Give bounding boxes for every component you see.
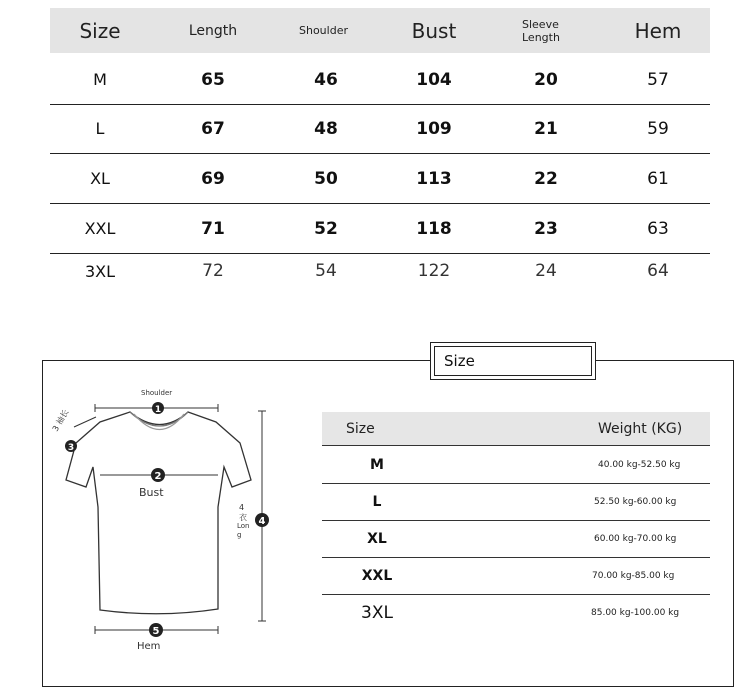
- weight-size: M: [370, 456, 384, 473]
- section-tab: [430, 342, 596, 380]
- cell-size: L: [95, 119, 105, 138]
- cell-length: 65: [201, 69, 225, 90]
- cell-sleeve: 22: [534, 168, 558, 189]
- header-sleeve-length: Sleeve Length: [522, 17, 560, 44]
- cell-length: 71: [201, 218, 225, 239]
- shoulder-label: Shoulder: [141, 389, 173, 397]
- weight-value: 70.00 kg-85.00 kg: [592, 570, 675, 581]
- cell-hem: 64: [647, 261, 669, 281]
- cell-length: 69: [201, 168, 225, 189]
- cell-length: 72: [202, 261, 224, 281]
- weight-header-weight: Weight (KG): [598, 420, 683, 437]
- cell-hem: 59: [647, 118, 669, 139]
- cell-hem: 61: [647, 168, 669, 189]
- section-tab-label: Size: [434, 346, 592, 376]
- table-row: [322, 446, 710, 484]
- table-row: [50, 104, 710, 154]
- cell-bust: 118: [416, 218, 452, 239]
- table-row: [322, 594, 710, 631]
- cell-sleeve: 24: [535, 261, 557, 281]
- weight-value: 85.00 kg-100.00 kg: [591, 607, 680, 618]
- cell-size: XL: [90, 169, 110, 188]
- table-row: [322, 483, 710, 521]
- weight-size: XL: [367, 530, 387, 547]
- header-bust: Bust: [411, 18, 457, 43]
- marker-label-5: 5: [152, 626, 160, 637]
- size-table-header: [50, 8, 710, 53]
- cell-bust: 113: [416, 168, 452, 189]
- weight-size: L: [372, 493, 382, 510]
- weight-header-size: Size: [346, 420, 375, 437]
- cell-shoulder: 46: [314, 69, 338, 90]
- cell-bust: 104: [416, 69, 452, 90]
- weight-value: 60.00 kg-70.00 kg: [594, 533, 677, 544]
- table-row: [322, 557, 710, 595]
- weight-value: 52.50 kg-60.00 kg: [594, 496, 677, 507]
- cell-bust: 122: [417, 261, 451, 281]
- cell-hem: 63: [647, 218, 669, 239]
- cell-shoulder: 48: [314, 118, 338, 139]
- cell-sleeve: 21: [534, 118, 558, 139]
- cell-size: M: [93, 70, 107, 89]
- length-label-bottom: Lon g: [237, 522, 250, 539]
- hem-label: Hem: [137, 641, 161, 652]
- marker-label-1: 1: [154, 405, 162, 415]
- marker-label-4: 4: [258, 516, 266, 527]
- bust-label: Bust: [139, 486, 164, 499]
- weight-size: 3XL: [361, 602, 393, 623]
- table-row: [50, 154, 710, 204]
- header-shoulder: Shoulder: [299, 24, 348, 37]
- cell-size: 3XL: [84, 261, 116, 281]
- header-length: Length: [188, 22, 238, 39]
- table-row: [322, 520, 710, 558]
- cell-length: 67: [201, 118, 225, 139]
- length-label-top: 4 衣: [239, 503, 247, 522]
- table-row: [50, 204, 710, 254]
- cell-bust: 109: [416, 118, 452, 139]
- table-row: [50, 55, 710, 105]
- cell-size: XXL: [84, 219, 116, 238]
- weight-size: XXL: [361, 567, 393, 584]
- marker-label-2: 2: [154, 471, 162, 482]
- cell-sleeve: 23: [534, 218, 558, 239]
- weight-table-header: [322, 412, 710, 446]
- header-size: Size: [79, 18, 121, 43]
- sleeve-label: 3 袖长: [50, 408, 71, 433]
- cell-shoulder: 50: [314, 168, 338, 189]
- cell-shoulder: 54: [315, 261, 337, 281]
- marker-label-3: 3: [67, 443, 75, 453]
- cell-hem: 57: [647, 69, 669, 90]
- table-row: [50, 254, 710, 303]
- cell-shoulder: 52: [314, 218, 338, 239]
- cell-sleeve: 20: [534, 69, 558, 90]
- header-hem: Hem: [634, 18, 682, 43]
- weight-value: 40.00 kg-52.50 kg: [598, 459, 681, 470]
